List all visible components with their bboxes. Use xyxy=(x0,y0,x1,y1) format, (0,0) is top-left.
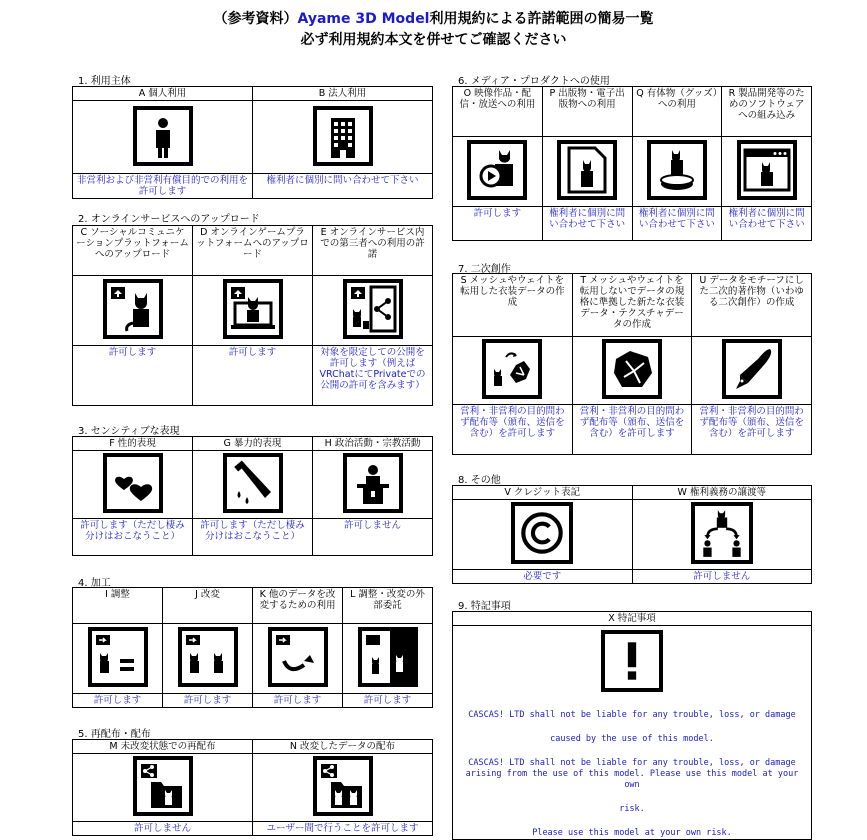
section-1-title: 1. 利用主体 xyxy=(78,76,131,87)
cell-icon-a xyxy=(73,101,253,174)
section-8-table xyxy=(452,485,812,584)
cat-tail-icon xyxy=(268,627,328,687)
cell-body-x xyxy=(453,626,812,840)
cell-foot-m: 許可しません xyxy=(73,822,253,836)
cell-foot-b: 権利者に個別に問い合わせて下さい xyxy=(253,174,433,199)
cell-icon-h xyxy=(313,451,433,519)
section-1-table xyxy=(72,86,433,199)
cell-head-i: I 調整 xyxy=(73,588,163,624)
copyright-icon xyxy=(511,502,573,564)
cell-icon-c xyxy=(73,276,193,346)
cell-foot-a: 非営利および非営利有償目的での利用を許可します xyxy=(73,174,253,199)
cell-foot-q: 権利者に個別に問い合わせて下さい xyxy=(632,207,722,241)
note-line-2: caused by the use of this model. xyxy=(550,734,714,744)
outsourcing-icon xyxy=(358,627,418,687)
note-line-1: CASCAS! LTD shall not be liable for any trouble, loss, or damage xyxy=(468,710,796,720)
cell-icon-t xyxy=(572,337,692,405)
section-2-title: 2. オンラインサービスへのアップロード xyxy=(78,214,260,225)
section-8-title: 8. その他 xyxy=(458,475,501,486)
page-subtitle: 必ず利用規約本文を併せてご確認ください xyxy=(300,32,567,48)
cell-foot-o: 許可します xyxy=(453,207,543,241)
cell-icon-b xyxy=(253,101,433,174)
cell-head-w: W 権利義務の譲渡等 xyxy=(632,486,812,500)
cell-foot-p: 権利者に個別に問い合わせて下さい xyxy=(542,207,632,241)
cell-head-g: G 暴力的表現 xyxy=(193,437,313,451)
cell-head-l: L 調整・改変の外部委託 xyxy=(343,588,433,624)
cell-foot-c: 許可します xyxy=(73,346,193,406)
cell-icon-o xyxy=(453,137,543,207)
cell-foot-r: 権利者に個別に問い合わせて下さい xyxy=(722,207,812,241)
cell-head-t: T メッシュやウェイトを転用しないでデータの規格に準拠した新たな衣装データ・テクスチャデータの作成 xyxy=(572,274,692,337)
title-suffix: 利用規約による許諾範囲の簡易一覧 xyxy=(429,11,654,27)
section-9-table xyxy=(452,611,812,840)
cell-head-f: F 性的表現 xyxy=(73,437,193,451)
cell-icon-v xyxy=(453,500,633,570)
cell-foot-i: 許可します xyxy=(73,694,163,708)
cell-icon-e xyxy=(313,276,433,346)
cell-head-d: D オンラインゲームプラットフォームへのアップロード xyxy=(193,226,313,276)
cell-head-j: J 改変 xyxy=(163,588,253,624)
cell-icon-n xyxy=(253,754,433,822)
title-prefix: （参考資料） xyxy=(213,11,298,27)
cell-head-v: V クレジット表記 xyxy=(453,486,633,500)
cell-icon-u xyxy=(692,337,812,405)
cloth-icon xyxy=(602,339,662,399)
note-line-4: risk. xyxy=(619,804,645,814)
cell-icon-i xyxy=(73,624,163,694)
note-line-3: CASCAS! LTD shall not be liable for any trouble, loss, or damage arising from the use of this model. Please use this model at your own xyxy=(465,758,799,790)
transfer-cats-icon xyxy=(691,502,753,564)
office-building-icon xyxy=(313,106,373,166)
cell-icon-r xyxy=(722,137,812,207)
section-7-table xyxy=(452,273,812,455)
cell-head-n: N 改変したデータの配布 xyxy=(253,740,433,754)
cell-foot-j: 許可します xyxy=(163,694,253,708)
page-title xyxy=(0,8,867,28)
document-cat-icon xyxy=(557,140,617,200)
cell-head-m: M 未改変状態での再配布 xyxy=(73,740,253,754)
cell-icon-k xyxy=(253,624,343,694)
cell-icon-l xyxy=(343,624,433,694)
cell-foot-t: 営利・非営利の目的問わず配布等（頒布、送信を含む）を許可します xyxy=(572,405,692,455)
cell-head-r: R 製品開発等のためのソフトウェアへの組み込み xyxy=(722,87,812,137)
window-cat-icon xyxy=(737,140,797,200)
cell-head-k: K 他のデータを改変するための利用 xyxy=(253,588,343,624)
cell-head-e: E オンラインサービス内での第三者への利用の許諾 xyxy=(313,226,433,276)
cell-head-c: C ソーシャルコミュニケーションプラットフォームへのアップロード xyxy=(73,226,193,276)
cell-foot-l: 許可します xyxy=(343,694,433,708)
cell-foot-g: 許可します（ただし棲み分けはおこなうこと） xyxy=(193,519,313,556)
upload-cat-icon xyxy=(103,279,163,339)
cell-head-p: P 出版物・電子出版物への利用 xyxy=(542,87,632,137)
cell-head-b: B 法人利用 xyxy=(253,87,433,101)
cell-icon-s xyxy=(453,337,573,405)
cell-foot-n: ユーザー間で行うことを許可します xyxy=(253,822,433,836)
section-3-table xyxy=(72,436,433,556)
share-folder-cats-icon xyxy=(313,756,373,816)
video-cat-icon xyxy=(467,140,527,200)
section-4-title: 4. 加工 xyxy=(78,578,111,589)
upload-share-cat-icon xyxy=(343,279,403,339)
figure-cat-icon xyxy=(647,140,707,200)
cell-foot-u: 営利・非営利の目的問わず配布等（頒布、送信を含む）を許可します xyxy=(692,405,812,455)
cell-foot-e: 対象を限定しての公開を許可します（例えばVRChatにてPrivateでの公開の許可を含みます） xyxy=(313,346,433,406)
cell-icon-j xyxy=(163,624,253,694)
cell-foot-v: 必要です xyxy=(453,570,633,584)
cell-icon-g xyxy=(193,451,313,519)
section-7-title: 7. 二次創作 xyxy=(458,264,511,275)
title-brand: Ayame 3D Model xyxy=(297,11,430,27)
cell-icon-d xyxy=(193,276,313,346)
cell-foot-f: 許可します（ただし棲み分けはおこなうこと） xyxy=(73,519,193,556)
cell-foot-d: 許可します xyxy=(193,346,313,406)
cell-foot-s: 営利・非営利の目的問わず配布等（頒布、送信を含む）を許可します xyxy=(453,405,573,455)
section-5-table xyxy=(72,739,433,836)
cell-head-s: S メッシュやウェイトを転用した衣装データの作成 xyxy=(453,274,573,337)
cell-icon-q xyxy=(632,137,722,207)
cell-head-q: Q 有体物（グッズ）への利用 xyxy=(632,87,722,137)
upload-monitor-cat-icon xyxy=(223,279,283,339)
cell-icon-f xyxy=(73,451,193,519)
section-6-title: 6. メディア・プロダクトへの使用 xyxy=(458,76,610,87)
cell-icon-w xyxy=(632,500,812,570)
section-9-title: 9. 特記事項 xyxy=(458,601,511,612)
cell-head-o: O 映像作品・配信・放送への利用 xyxy=(453,87,543,137)
cell-icon-p xyxy=(542,137,632,207)
section-2-table xyxy=(72,225,433,406)
section-6-table xyxy=(452,86,812,241)
exclamation-icon xyxy=(601,630,663,692)
person-icon xyxy=(133,106,193,166)
pen-icon xyxy=(722,339,782,399)
cell-foot-w: 許可しません xyxy=(632,570,812,584)
hearts-icon xyxy=(103,453,163,513)
section-4-table xyxy=(72,587,433,708)
cell-foot-k: 許可します xyxy=(253,694,343,708)
share-folder-cat-icon xyxy=(133,756,193,816)
cell-head-u: U データをモチーフにした二次的著作物（いわゆる二次創作）の作成 xyxy=(692,274,812,337)
cell-head-h: H 政治活動・宗教活動 xyxy=(313,437,433,451)
knife-blood-icon xyxy=(223,453,283,513)
section-3-title: 3. センシティブな表現 xyxy=(78,426,180,437)
two-cats-icon xyxy=(178,627,238,687)
cell-icon-m xyxy=(73,754,253,822)
cat-cloth-icon xyxy=(482,339,542,399)
cell-head-a: A 個人利用 xyxy=(73,87,253,101)
cell-head-x: X 特記事項 xyxy=(453,612,812,626)
cell-foot-h: 許可しません xyxy=(313,519,433,556)
podium-speaker-icon xyxy=(343,453,403,513)
cat-equal-icon xyxy=(88,627,148,687)
section-5-title: 5. 再配布・配布 xyxy=(78,729,151,740)
note-line-5: Please use this model at your own risk. xyxy=(532,828,732,838)
